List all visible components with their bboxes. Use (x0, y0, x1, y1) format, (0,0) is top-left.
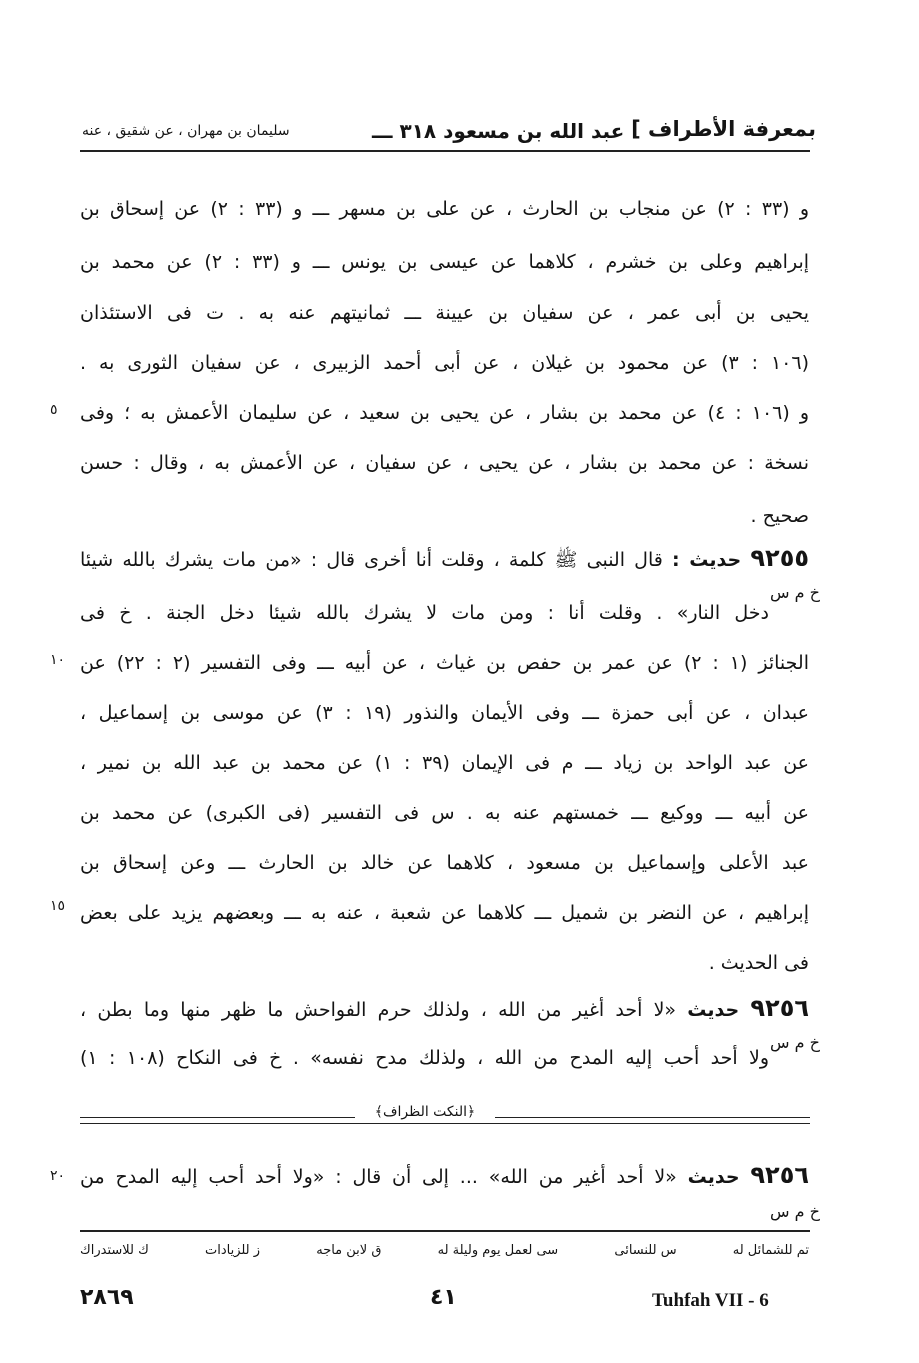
hadith-source-codes: خ م س (770, 1202, 820, 1221)
text-line: (١٠٦ : ٣) عن محمود بن غيلان ، عن أبى أحمد الزبيرى ، عن سفيان الثورى به . (80, 352, 809, 374)
hadith-9256-first-line (80, 995, 809, 1023)
abbreviation-item: ز للزيادات (204, 1243, 261, 1258)
line-number-marker: ٢٠ (50, 1168, 66, 1184)
abbreviation-item: ك للاستدراك (80, 1243, 149, 1258)
text-line: نسخة : عن محمد بن بشار ، عن يحيى ، عن سفيان ، عن الأعمش به ، وقال : حسن (80, 452, 809, 474)
text-line: و (٣٣ : ٢) عن منجاب بن الحارث ، عن على بن مسهر ـــ و (٣٣ : ٢) عن إسحاق بن (80, 198, 810, 220)
abbreviation-item: سى لعمل يوم وليلة له (437, 1243, 559, 1258)
hadith-number: ٩٢٥٦ (750, 994, 809, 1022)
page-number: ٤١ (430, 1285, 457, 1310)
abbreviation-item: ق لابن ماجه (316, 1243, 382, 1258)
text-line: و (١٠٦ : ٤) عن محمد بن بشار ، عن يحيى بن سعيد ، عن سليمان الأعمش به ؛ وفى (80, 402, 810, 424)
abbreviation-item: تم للشمائل له (732, 1243, 809, 1258)
line-number-marker: ٥ (50, 402, 58, 418)
hadith-source-codes: خ م س (770, 583, 820, 602)
running-header-title: بمعرفة الأطراف ] (631, 117, 816, 141)
hadith-label: حديث (687, 999, 740, 1021)
line-number-marker: ١٥ (50, 898, 66, 914)
text-line: دخل النار» . وقلت أنا : ومن مات لا يشرك بالله شيئا دخل الجنة . خ فى (80, 602, 769, 624)
hadith-label: حديث (687, 1166, 740, 1188)
hadith-number: ٩٢٥٥ (750, 544, 809, 572)
running-header-center: عبد الله بن مسعود ٣١٨ ـــ (372, 119, 625, 143)
header-rule (80, 150, 810, 152)
nukat-text: «لا أحد أغير من الله» ... إلى أن قال : «ولا أحد أحب إليه المدح من (80, 1166, 677, 1188)
nukat-line (80, 1162, 809, 1190)
text-line: فى الحديث . (708, 952, 809, 974)
text-line: يحيى بن أبى عمر ، عن سفيان بن عيينة ـــ ثمانيتهم عنه به . ت فى الاستئذان (80, 302, 809, 324)
footer-volume-label: Tuhfah VII - 6 (652, 1290, 769, 1311)
text-line: الجنائز (١ : ٢) عن عمر بن حفص بن غياث ، عن أبيه ـــ وفى التفسير (٢ : ٢٢) عن (80, 652, 809, 674)
hadith-text: «لا أحد أغير من الله ، ولذلك حرم الفواحش ما ظهر منها وما بطن ، (80, 999, 677, 1021)
footnote-rule (80, 1230, 810, 1232)
text-line: إبراهيم ، عن النضر بن شميل ـــ كلاهما عن شعبة ، عنه به ـــ وبعضهم يزيد على بعض (80, 902, 809, 924)
text-line: ولا أحد أحب إليه المدح من الله ، ولذلك مدح نفسه» . خ فى النكاح (١٠٨ : ١) (80, 1047, 769, 1069)
running-header-left: سليمان بن مهران ، عن شقيق ، عنه (82, 123, 290, 139)
abbreviation-key (80, 1243, 809, 1258)
hadith-text: قال النبى ﷺ كلمة ، وقلت أنا أخرى قال : «من مات يشرك بالله شيئا (80, 549, 663, 571)
separator-label: ﴿النكت الظراف﴾ (355, 1104, 495, 1120)
text-line: صحيح . (750, 505, 809, 527)
text-line: عبد الأعلى وإسماعيل بن مسعود ، كلاهما عن خالد بن الحارث ـــ وعن إسحاق بن (80, 852, 809, 874)
text-line: عن عبد الواحد بن زياد ـــ م فى الإيمان (٣٩ : ١) عن محمد بن عبد الله بن نمير ، (80, 752, 809, 774)
hadith-source-codes: خ م س (770, 1033, 820, 1052)
footer-left-number: ٢٨٦٩ (80, 1285, 134, 1310)
hadith-9255-first-line (80, 545, 809, 573)
text-line: عبدان ، عن أبى حمزة ـــ وفى الأيمان والنذور (١٩ : ٣) عن موسى بن إسماعيل ، (80, 702, 809, 724)
hadith-label: حديث : (671, 549, 742, 571)
text-line: إبراهيم وعلى بن خشرم ، كلاهما عن عيسى بن يونس ـــ و (٣٣ : ٢) عن محمد بن (80, 251, 810, 273)
line-number-marker: ١٠ (50, 652, 66, 668)
text-line: عن أبيه ـــ ووكيع ـــ خمستهم عنه به . س فى التفسير (فى الكبرى) عن محمد بن (80, 802, 809, 824)
abbreviation-item: س للنسائى (614, 1243, 677, 1258)
hadith-number: ٩٢٥٦ (750, 1161, 809, 1189)
